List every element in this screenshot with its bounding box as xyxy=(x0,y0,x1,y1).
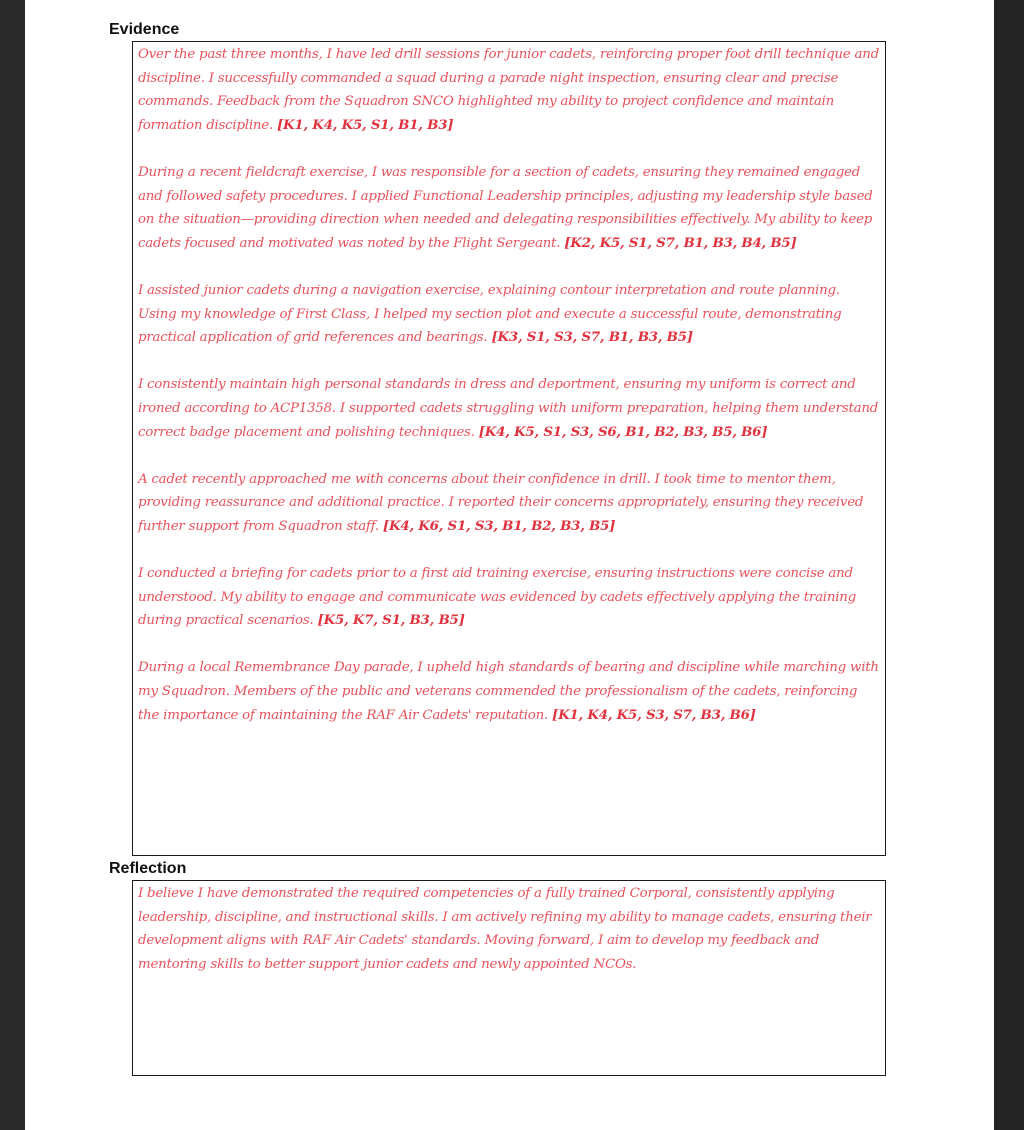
document-page xyxy=(25,0,994,1130)
competency-tags: [K1, K4, K5, S3, S7, B3, B6] xyxy=(552,706,756,723)
evidence-entry-text: A cadet recently approached me with concerns about their confidence in drill. I took time to mentor them, providing reassurance and additional practice. I reported their concerns appropriately, ensuring they received further support from Squadron staff. xyxy=(138,471,864,534)
evidence-entry-text: Over the past three months, I have led drill sessions for junior cadets, reinforcing proper foot drill technique and discipline. I successfully commanded a squad during a parade night inspection, ensuring clear and precise commands. Feedback from the Squadron SNCO highlighted my ability to project confidence and maintain formation discipline. xyxy=(138,47,879,133)
competency-tags: [K3, S1, S3, S7, B1, B3, B5] xyxy=(491,329,693,346)
evidence-entry xyxy=(138,562,880,633)
evidence-entry-text: During a local Remembrance Day parade, I upheld high standards of bearing and discipline while marching with my Squadron. Members of the public and veterans commended the professionalism of the cadets, reinforcing the importance of maintaining the RAF Air Cadets' reputation. xyxy=(138,660,879,723)
evidence-entry-text: I conducted a briefing for cadets prior to a first aid training exercise, ensuring instructions were concise and understood. My ability to engage and communicate was evidenced by cadets effectively applying the training during practical scenarios. xyxy=(138,566,856,629)
evidence-entry xyxy=(138,279,880,350)
evidence-entry xyxy=(138,161,880,255)
competency-tags: [K4, K6, S1, S3, B1, B2, B3, B5] xyxy=(382,517,616,534)
evidence-entry-text: I consistently maintain high personal standards in dress and deportment, ensuring my uniform is correct and ironed according to ACP1358. I supported cadets struggling with uniform preparation, helping them understand correct badge placement and polishing techniques. xyxy=(138,377,879,440)
reflection-heading: Reflection xyxy=(109,860,187,877)
competency-tags: [K1, K4, K5, S1, B1, B3] xyxy=(276,116,454,133)
evidence-entry-text: During a recent fieldcraft exercise, I was responsible for a section of cadets, ensuring they remained engaged and followed safety procedures. I applied Functional Leadership principles, adjusting my leadership style based on the situation—providing direction when needed and delegating responsibilities effectively. My ability to keep cadets focused and motivated was noted by the Flight Sergeant. xyxy=(138,164,873,251)
competency-tags: [K5, K7, S1, B3, B5] xyxy=(317,612,465,629)
evidence-entry xyxy=(138,43,880,137)
reflection-textbox[interactable] xyxy=(132,880,886,1076)
reflection-text: I believe I have demonstrated the required competencies of a fully trained Corporal, consistently applying leadership, discipline, and instructional skills. I am actively refining my ability to manage cadets, ensuring their development aligns with RAF Air Cadets' standards. Moving forward, I aim to develop my feedback and mentoring skills to better support junior cadets and newly appointed NCOs. xyxy=(138,886,872,972)
competency-tags: [K2, K5, S1, S7, B1, B3, B4, B5] xyxy=(564,234,797,251)
viewer-side-bar xyxy=(994,0,1024,1130)
evidence-entry xyxy=(138,373,880,444)
competency-tags: [K4, K5, S1, S3, S6, B1, B2, B3, B5, B6] xyxy=(478,423,768,440)
evidence-entry xyxy=(138,656,880,727)
evidence-entry-text: I assisted junior cadets during a navigation exercise, explaining contour interpretation and route planning. Using my knowledge of First Class, I helped my section plot and execute a successful route, demonstrating practical application of grid references and bearings. xyxy=(138,282,842,346)
evidence-heading: Evidence xyxy=(109,21,180,38)
evidence-textbox[interactable] xyxy=(132,41,886,856)
evidence-entry xyxy=(138,468,880,539)
